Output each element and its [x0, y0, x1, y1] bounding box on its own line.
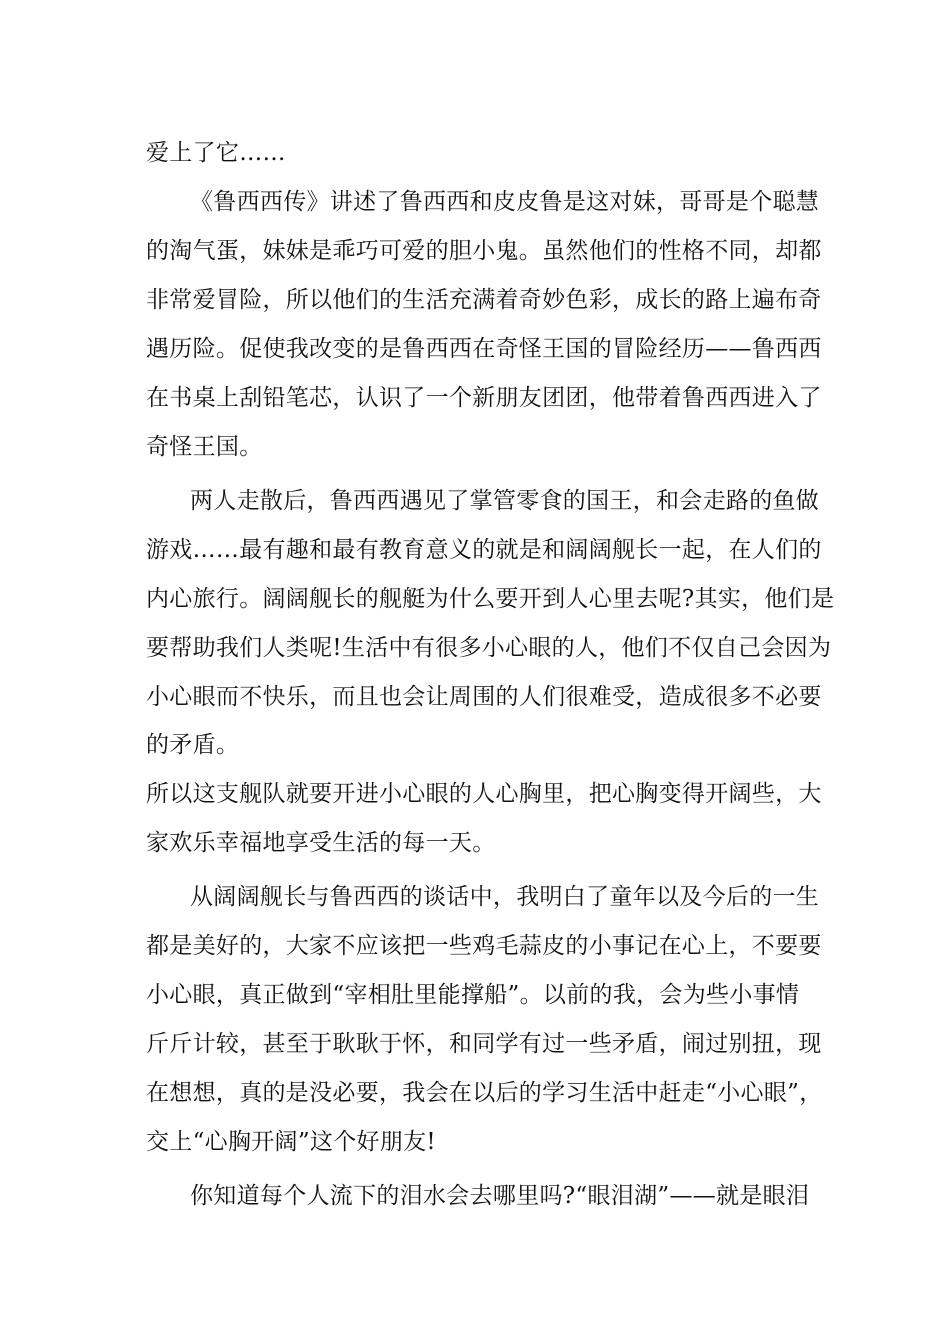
text-line-14: 所以这支舰队就要开进小心眼的人心胸里，把心胸变得开阔些，大	[146, 781, 822, 807]
text-line-18: 小心眼，真正做到“宰相肚里能撑船”。以前的我，会为些小事情	[146, 982, 800, 1008]
text-line-11: 要帮助我们人类呢!生活中有很多小心眼的人，他们不仅自己会因为	[146, 635, 832, 661]
text-line-20: 在想想，真的是没必要，我会在以后的学习生活中赶走“小心眼”，	[146, 1080, 823, 1106]
text-line-12: 小心眼而不快乐，而且也会让周围的人们很难受，造成很多不必要	[146, 684, 822, 710]
text-line-22: 你知道每个人流下的泪水会去哪里吗?“眼泪湖”——就是眼泪	[190, 1183, 810, 1209]
text-line-19: 斤斤计较，甚至于耿耿于怀，和同学有过一些矛盾，闹过别扭，现	[146, 1031, 822, 1057]
text-line-13: 的矛盾。	[146, 732, 240, 758]
text-line-1: 爱上了它……	[146, 140, 286, 166]
text-line-2: 《鲁西西传》讲述了鲁西西和皮皮鲁是这对妹，哥哥是个聪慧	[190, 189, 820, 215]
text-line-8: 两人走散后，鲁西西遇见了掌管零食的国王，和会走路的鱼做	[190, 488, 820, 514]
text-line-16: 从阔阔舰长与鲁西西的谈话中，我明白了童年以及今后的一生	[190, 884, 820, 910]
text-line-5: 遇历险。促使我改变的是鲁西西在奇怪王国的冒险经历——鲁西西	[146, 336, 822, 362]
text-line-17: 都是美好的，大家不应该把一些鸡毛蒜皮的小事记在心上，不要要	[146, 933, 822, 959]
text-line-3: 的淘气蛋，妹妹是乖巧可爱的胆小鬼。虽然他们的性格不同，却都	[146, 238, 822, 264]
text-line-6: 在书桌上刮铅笔芯，认识了一个新朋友团团，他带着鲁西西进入了	[146, 385, 822, 411]
text-line-15: 家欢乐幸福地享受生活的每一天。	[146, 830, 496, 856]
text-line-21: 交上“心胸开阔”这个好朋友!	[146, 1129, 436, 1155]
text-line-10: 内心旅行。阔阔舰长的舰艇为什么要开到人心里去呢?其实，他们是	[146, 586, 835, 612]
text-line-7: 奇怪王国。	[146, 434, 263, 460]
text-line-4: 非常爱冒险，所以他们的生活充满着奇妙色彩，成长的路上遍布奇	[146, 287, 822, 313]
text-line-9: 游戏……最有趣和最有教育意义的就是和阔阔舰长一起，在人们的	[146, 537, 822, 563]
